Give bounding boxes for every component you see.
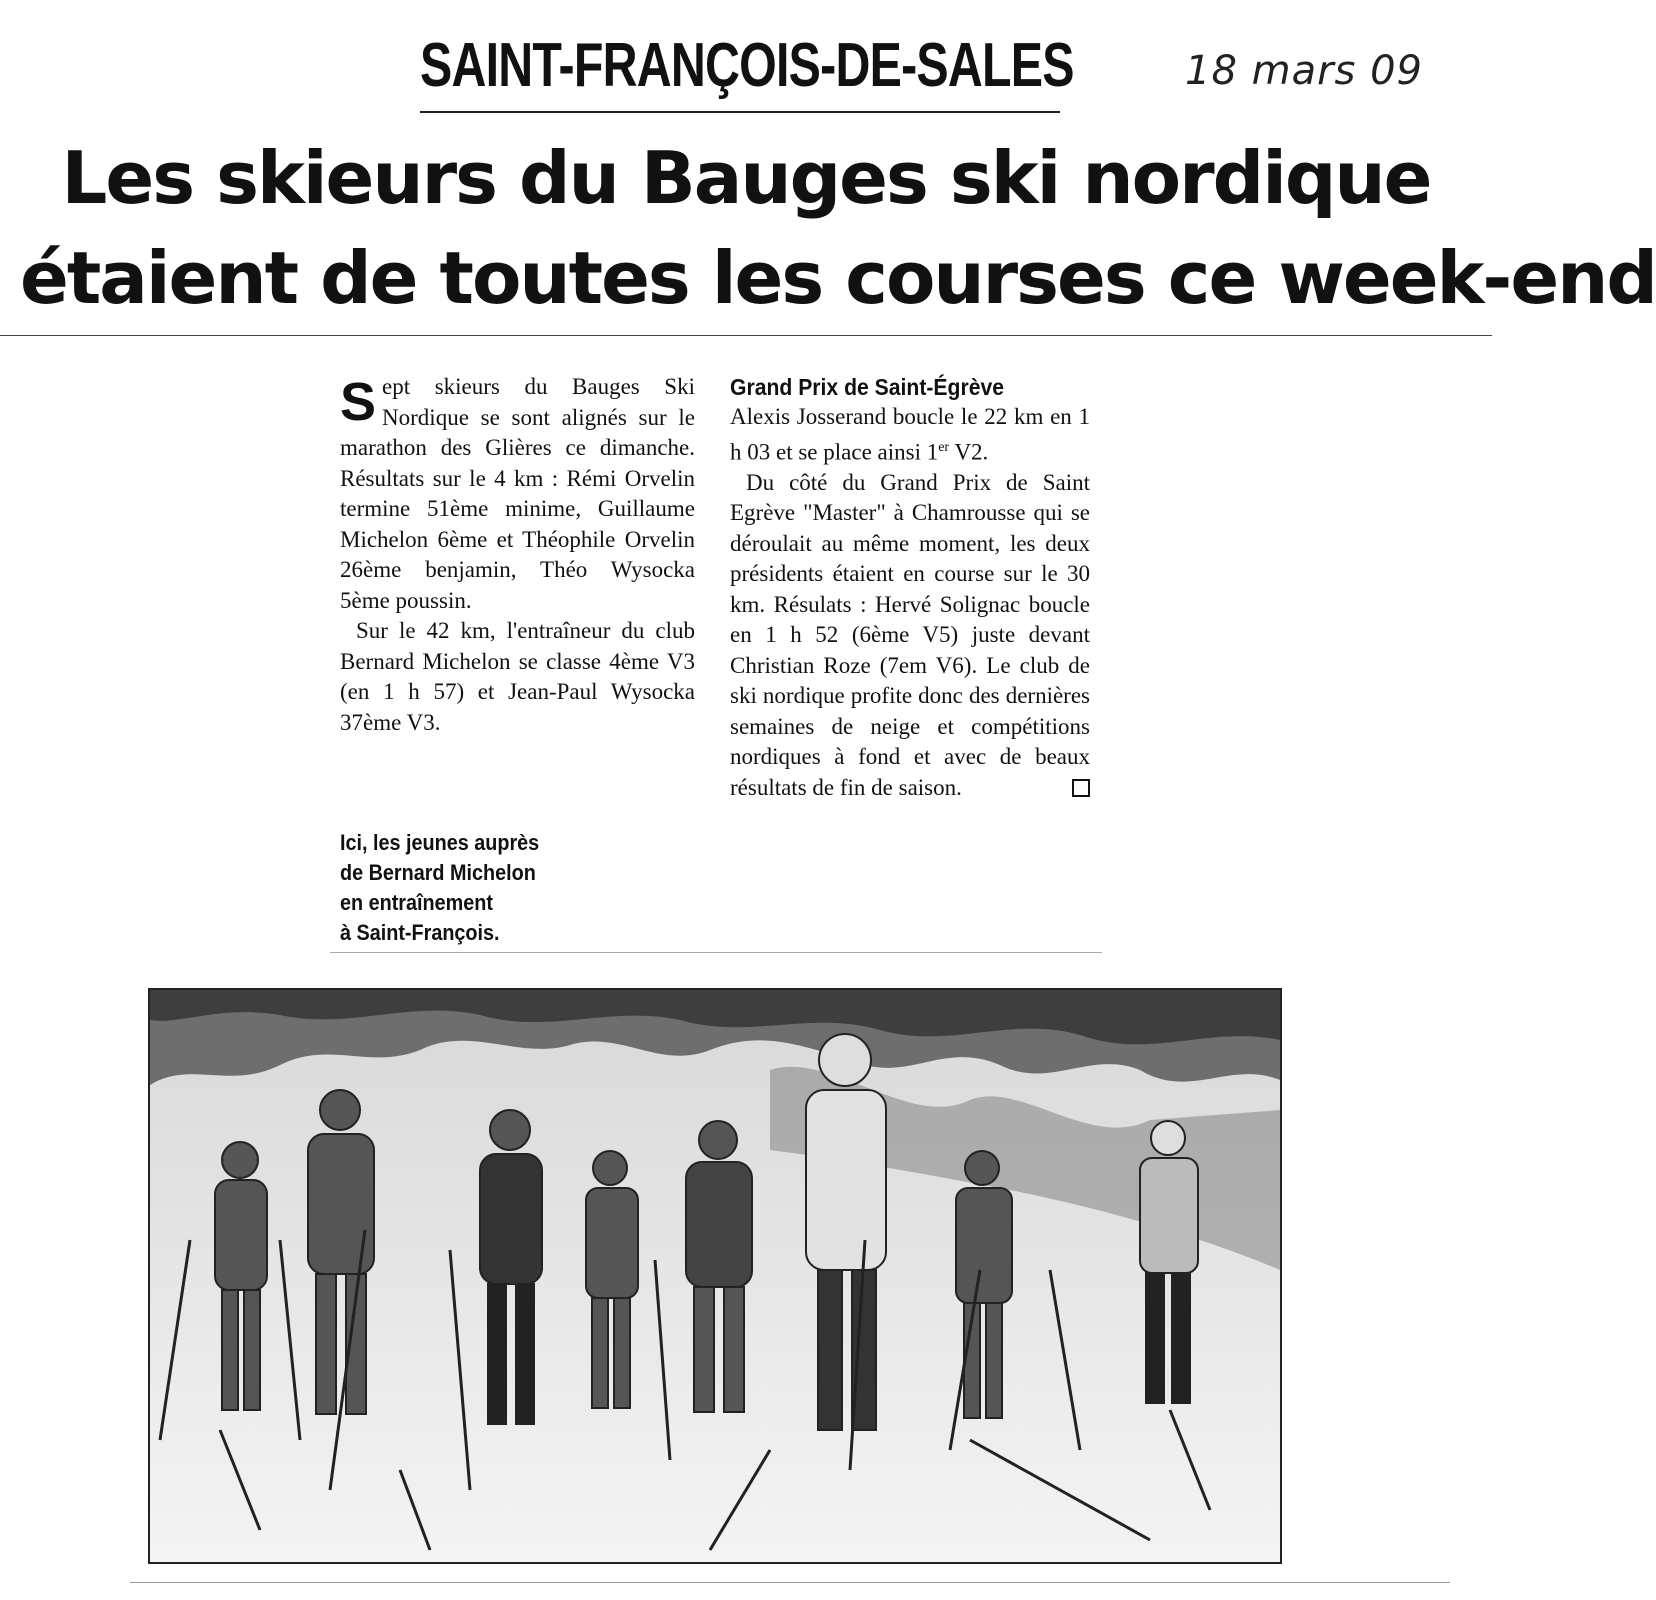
handwritten-date: 18 mars 09 <box>1185 48 1423 94</box>
paragraph-3-text: Alexis Josserand boucle le 22 km en 1 h 03 et se place ainsi 1 <box>730 404 1090 465</box>
article-column-1 <box>340 372 695 738</box>
article-subhead: Grand Prix de Saint-Égrève <box>730 374 1005 400</box>
dropcap: S <box>340 372 377 432</box>
section-title: SAINT-FRANÇOIS-DE-SALES <box>420 31 1074 100</box>
paragraph-3-superscript: er <box>938 439 950 455</box>
paragraph-4-text: Du côté du Grand Prix de Saint Egrève "Master" à Chamrousse qui se déroulait au même moment, les deux présidents étaient en course sur le 30 km. Résulats : Hervé Solignac boucle en 1 h 52 (6ème V5) juste devant Christian Roze (7em V6). Le club de ski nordique profite donc des dernières semaines de neige et compétitions nordiques à fond et avec de beaux résultats de fin de saison. <box>730 469 1090 800</box>
bottom-rule <box>130 1582 1450 1583</box>
headline <box>20 128 1656 328</box>
paragraph-1-text: ept skieurs du Bauges Ski Nordique se sont alignés sur le marathon des Glières ce dimanche. Résultats sur le 4 km : Rémi Orvelin termine 51ème minime, Guillaume Michelon 6ème et Théophile Orvelin 26ème benjamin, Théo Wysocka 5ème poussin. <box>340 374 695 613</box>
photo-skiers-icon <box>150 990 1280 1562</box>
article-paragraph-1 <box>340 372 695 616</box>
photo-skiers <box>148 988 1282 1564</box>
paragraph-3-tail: V2. <box>949 439 989 465</box>
headline-rule <box>0 335 1492 336</box>
section-underline <box>420 111 1060 113</box>
caption-line: à Saint-François. <box>340 920 500 945</box>
headline-line-1: Les skieurs du Bauges ski nordique <box>61 136 1431 220</box>
article-paragraph-3 <box>730 402 1090 468</box>
caption-line: Ici, les jeunes auprès <box>340 830 540 855</box>
headline-line-2: étaient de toutes les courses ce week-end <box>20 236 1656 320</box>
columns-rule <box>330 952 1102 953</box>
end-mark-icon <box>1072 779 1090 797</box>
article-paragraph-4 <box>730 468 1090 804</box>
photo-caption <box>340 828 637 948</box>
caption-line: en entraînement <box>340 890 493 915</box>
article-paragraph-2: Sur le 42 km, l'entraîneur du club Bernard Michelon se classe 4ème V3 (en 1 h 57) et Jean-Paul Wysocka 37ème V3. <box>340 618 695 735</box>
article-column-2 <box>730 372 1090 803</box>
caption-line: de Bernard Michelon <box>340 860 536 885</box>
